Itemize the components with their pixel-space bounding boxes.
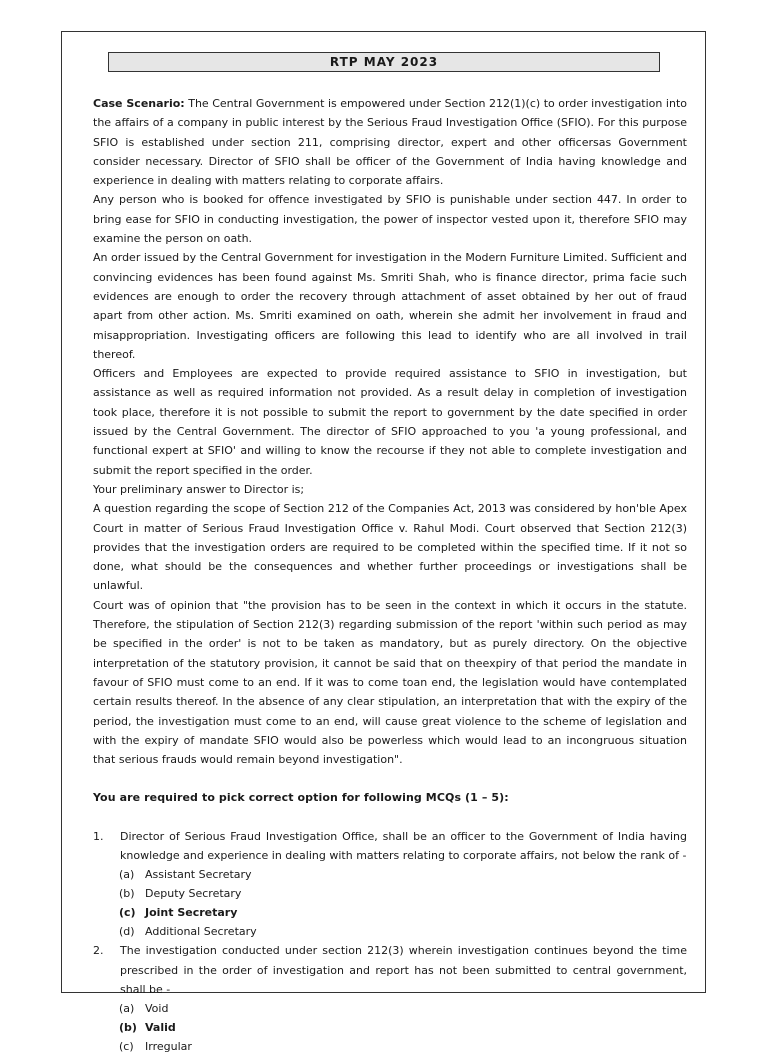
question-2-option-b bbox=[93, 1018, 687, 1037]
option-text: Assistant Secretary bbox=[145, 868, 252, 882]
case-paragraph-1-text: The Central Government is empowered under Section 212(1)(c) to order investigation into the affairs of a company in public interest by the Serious Fraud Investigation Office (SFIO). For this purpose SFIO is established under section 211, comprising director, expert and other officersas Government consider necessary. Director of SFIO shall be officer of the Government of India having knowledge and experience in dealing with matters relating to corporate affairs. bbox=[93, 97, 687, 188]
option-label: (c) bbox=[119, 906, 136, 920]
option-label: (a) bbox=[119, 1002, 135, 1016]
option-label: (d) bbox=[119, 925, 135, 939]
option-label: (b) bbox=[119, 1021, 137, 1035]
case-paragraph-1 bbox=[93, 94, 687, 190]
question-text: The investigation conducted under section 212(3) wherein investigation continues beyond the time prescribed in the order of investigation and report has not been submitted to central government, shall be - bbox=[120, 944, 687, 996]
case-paragraph-2: Any person who is booked for offence investigated by SFIO is punishable under section 447. In order to bring ease for SFIO in conducting investigation, the power of inspector vested upon it, therefore SFIO may examine the person on oath. bbox=[93, 193, 687, 246]
case-scenario-label: Case Scenario: bbox=[93, 97, 185, 110]
question-1-option-d bbox=[93, 922, 687, 941]
option-label: (a) bbox=[119, 868, 135, 882]
case-paragraph-6: A question regarding the scope of Section 212 of the Companies Act, 2013 was considered by hon'ble Apex Court in matter of Serious Fraud Investigation Office v. Rahul Modi. Court observed that Section 212(3) provides that the investigation orders are required to be completed within the specified time. If it not so done, what should be the consequences and whether further proceedings or investigations shall be unlawful. bbox=[93, 502, 687, 593]
case-paragraph-7: Court was of opinion that "the provision has to be seen in the context in which it occurs in the statute. Therefore, the stipulation of Section 212(3) regarding submission of the report 'within such period as may be specified in the order' is not to be taken as mandatory, but as purely directory. On the objective interpretation of the statutory provision, it cannot be said that on theexpiry of that period the mandate in favour of SFIO must come to an end. If it was to come toan end, the legislation would have contemplated certain results thereof. In the absence of any clear stipulation, an interpretation that with the expiry of the period, the investigation must come to an end, will cause great violence to the scheme of legislation and with the expiry of mandate SFIO would also be powerless which would lead to an incongruous situation that serious frauds would remain beyond investigation". bbox=[93, 598, 687, 767]
case-paragraph-5: Your preliminary answer to Director is; bbox=[93, 482, 305, 496]
question-1-option-b bbox=[93, 884, 687, 903]
option-text: Deputy Secretary bbox=[145, 887, 242, 901]
question-number: 1. bbox=[93, 829, 104, 843]
option-label: (b) bbox=[119, 887, 135, 901]
case-paragraph-4: Officers and Employees are expected to provide required assistance to SFIO in investigation, but assistance as well as required information not provided. As a result delay in completion of investigation took place, therefore it is not possible to submit the report to government by the date specified in order issued by the Central Government. The director of SFIO approached to you 'a young professional, and functional expert at SFIO' and willing to know the recourse if they not able to complete investigation and submit the report specified in the order. bbox=[93, 367, 687, 477]
question-number: 2. bbox=[93, 944, 104, 958]
option-text: Irregular bbox=[145, 1040, 192, 1054]
option-text: Void bbox=[145, 1002, 169, 1016]
question-text: Director of Serious Fraud Investigation Office, shall be an officer to the Government of India having knowledge and experience in dealing with matters relating to corporate affairs, not below the rank of - bbox=[120, 829, 687, 862]
option-text: Joint Secretary bbox=[145, 906, 238, 920]
question-1-option-a bbox=[93, 865, 687, 884]
question-1-option-c bbox=[93, 903, 687, 922]
question-1 bbox=[93, 827, 687, 866]
question-2-option-c bbox=[93, 1037, 687, 1056]
option-label: (c) bbox=[119, 1040, 134, 1054]
document-title: RTP MAY 2023 bbox=[108, 52, 660, 72]
mcq-heading: You are required to pick correct option for following MCQs (1 – 5): bbox=[93, 791, 509, 805]
case-paragraph-3: An order issued by the Central Government for investigation in the Modern Furniture Limited. Sufficient and convincing evidences has been found against Ms. Smriti Shah, who is finance director, prima facie such evidences are enough to order the recovery through attachment of asset obtained by her out of fraud apart from other action. Ms. Smriti examined on oath, wherein she admit her involvement in fraud and misappropriation. Investigating officers are following this lead to identify who are all involved in trail thereof. bbox=[93, 251, 687, 361]
option-text: Additional Secretary bbox=[145, 925, 257, 939]
document-body bbox=[93, 94, 687, 1056]
question-2-option-a bbox=[93, 999, 687, 1018]
question-2 bbox=[93, 941, 687, 999]
option-text: Valid bbox=[145, 1021, 176, 1035]
